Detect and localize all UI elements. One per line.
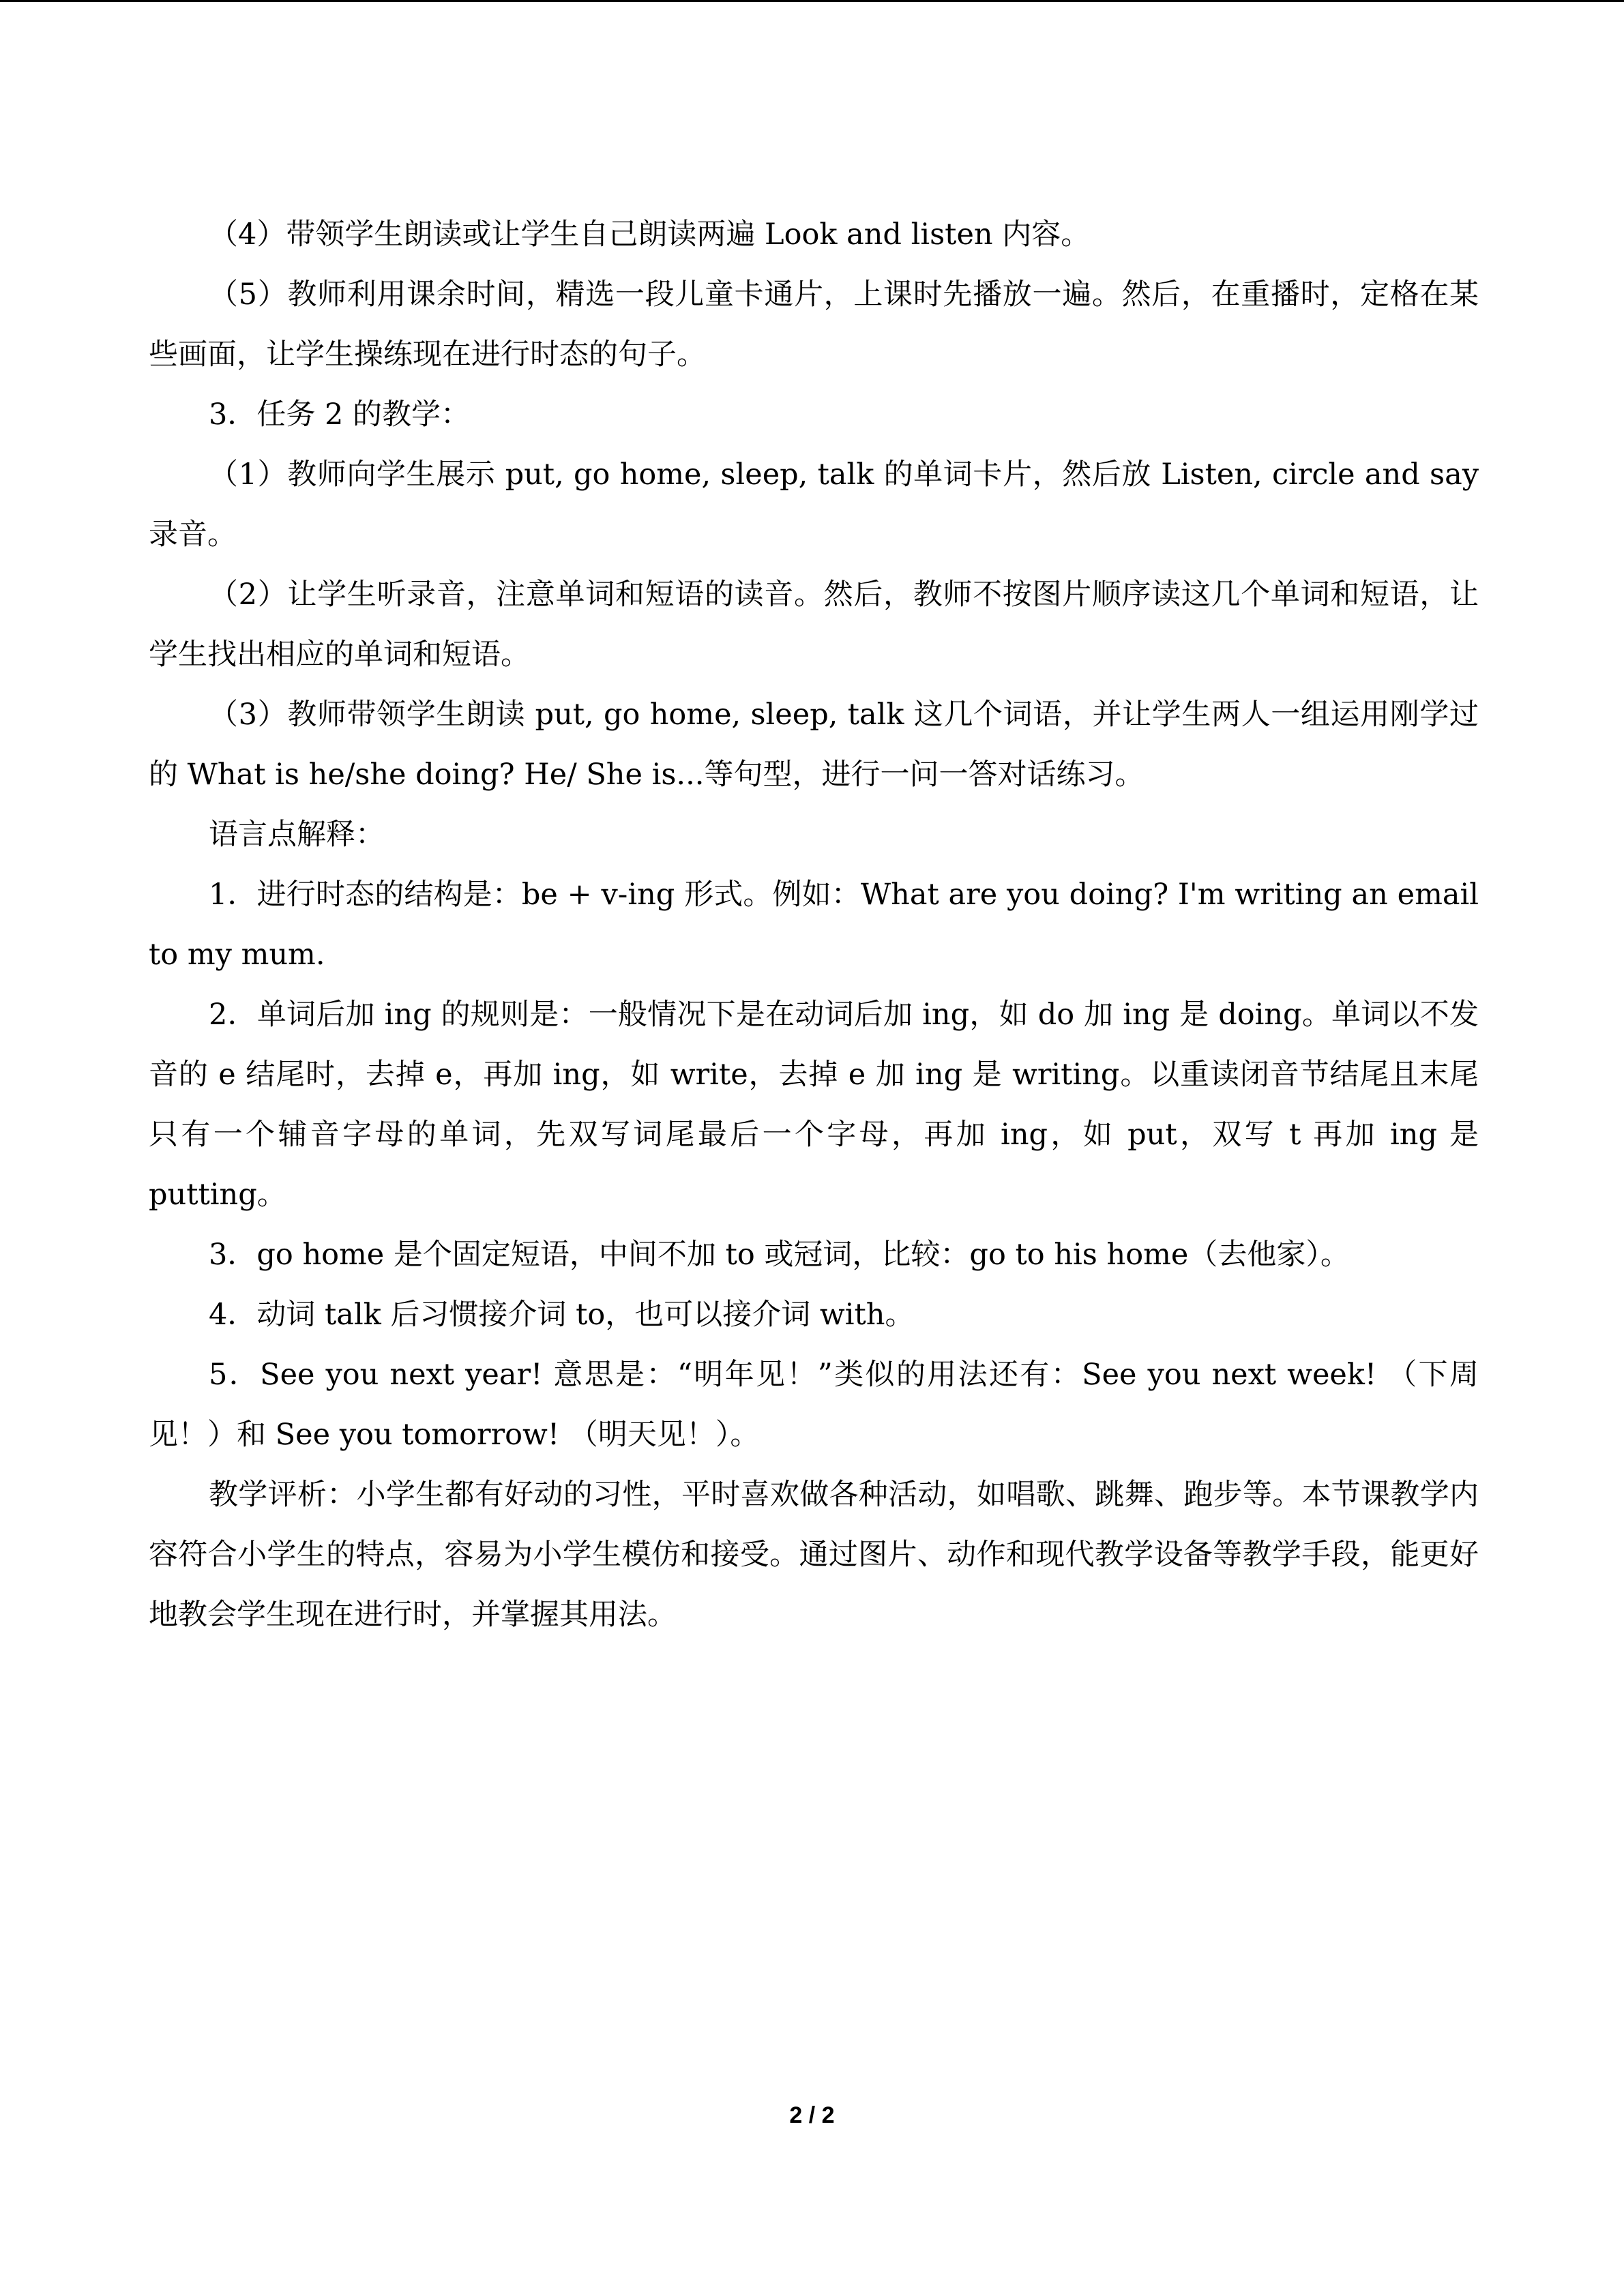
paragraph-language-point-1: 1．进行时态的结构是：be + v-ing 形式。例如：What are you doing? I'm writing an email to my mum. — [149, 878, 1479, 972]
page-number: 2 / 2 — [789, 2102, 835, 2128]
paragraph-task-2-step-3: （3）教师带领学生朗读 put, go home, sleep, talk 这几个词语，并让学生两人一组运用刚学过的 What is he/she doing? He/ She is...等句型，进行一问一答对话练习。 — [149, 698, 1479, 792]
paragraph-task-2-step-1: （1）教师向学生展示 put, go home, sleep, talk 的单词卡片，然后放 Listen, circle and say 录音。 — [149, 458, 1479, 552]
paragraph-task-2-step-2: （2）让学生听录音，注意单词和短语的读音。然后，教师不按图片顺序读这几个单词和短语，让学生找出相应的单词和短语。 — [149, 578, 1479, 672]
paragraph-language-point-4: 4．动词 talk 后习惯接介词 to，也可以接介词 with。 — [209, 1298, 915, 1332]
paragraph-step-4: （4）带领学生朗读或让学生自己朗读两遍 Look and listen 内容。 — [209, 218, 1091, 252]
paragraph-language-point-5: 5．See you next year! 意思是：“明年见！”类似的用法还有：See you next week! （下周见！）和 See you tomorrow! （明天见！）。 — [149, 1358, 1479, 1452]
page-top-border — [0, 0, 1624, 2]
paragraph-language-points-heading: 语言点解释： — [209, 818, 385, 852]
paragraph-language-point-2: 2．单词后加 ing 的规则是：一般情况下是在动词后加 ing，如 do 加 ing 是 doing。单词以不发音的 e 结尾时，去掉 e，再加 ing，如 write，去掉 e 加 ing 是 writing。以重读闭音节结尾且末尾只有一个辅音字母的单词，先双写词尾最后一个字母，再加 ing，如 put，双写 t 再加 ing 是 putting。 — [149, 998, 1479, 1212]
paragraph-step-5: （5）教师利用课余时间，精选一段儿童卡通片，上课时先播放一遍。然后，在重播时，定格在某些画面，让学生操练现在进行时态的句子。 — [149, 278, 1479, 372]
paragraph-task-2-heading: 3．任务 2 的教学： — [209, 398, 471, 432]
paragraph-language-point-3: 3．go home 是个固定短语，中间不加 to 或冠词，比较：go to his home（去他家）。 — [209, 1238, 1350, 1272]
paragraph-teaching-evaluation: 教学评析：小学生都有好动的习性，平时喜欢做各种活动，如唱歌、跳舞、跑步等。本节课教学内容符合小学生的特点，容易为小学生模仿和接受。通过图片、动作和现代教学设备等教学手段，能更好地教会学生现在进行时，并掌握其用法。 — [149, 1478, 1479, 1632]
document-body — [149, 205, 1479, 1645]
